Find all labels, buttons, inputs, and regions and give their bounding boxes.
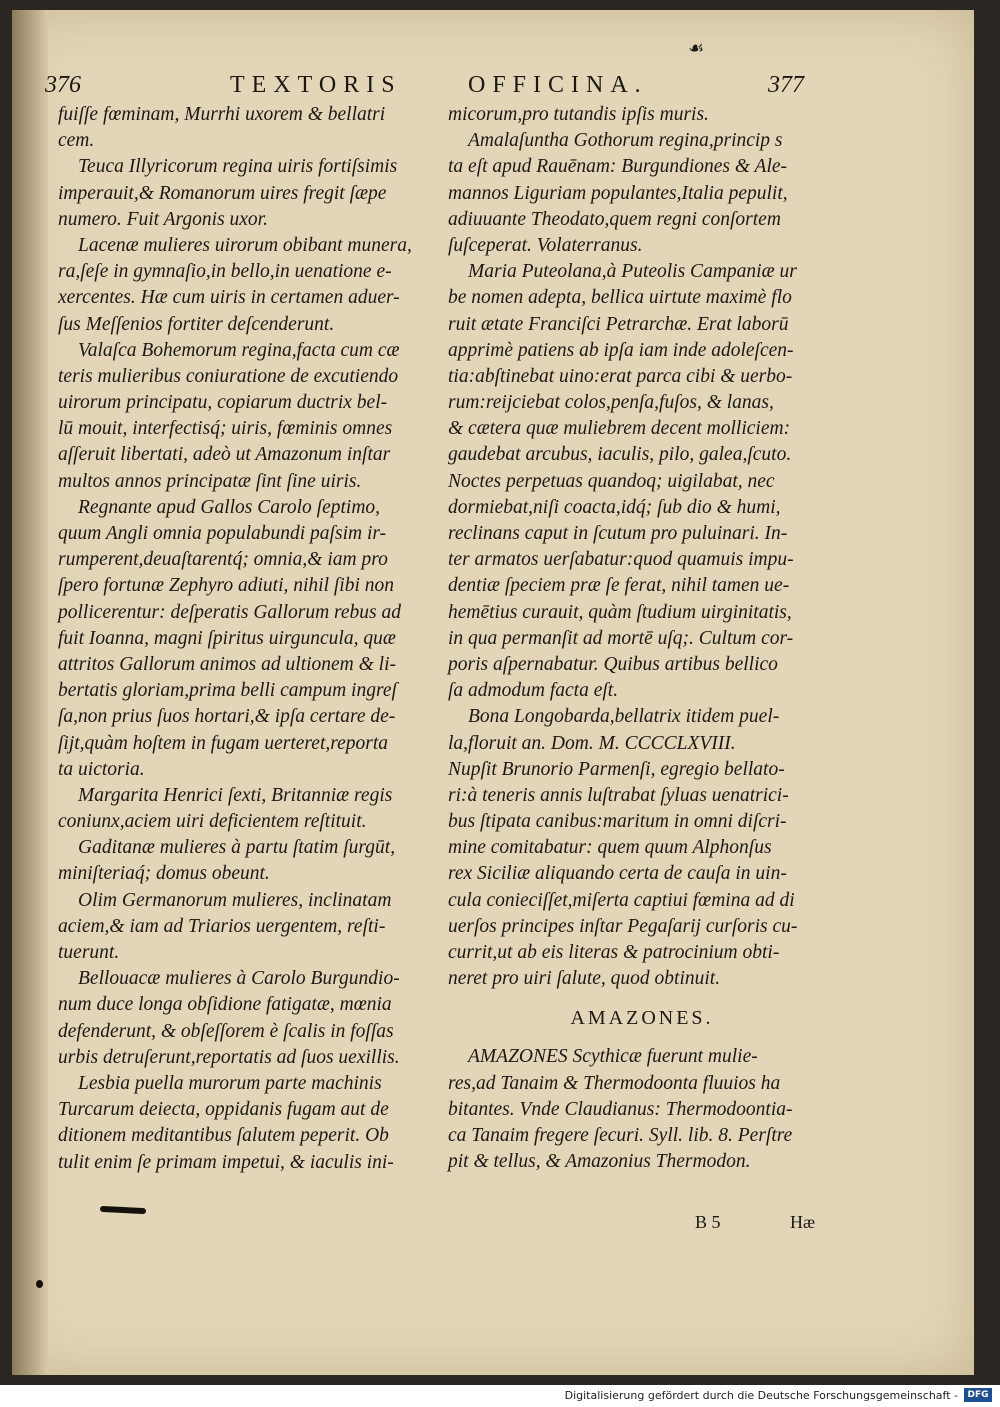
text-line: ſa admodum facta eſt. xyxy=(448,680,619,702)
text-line: Lesbia puella murorum parte machinis xyxy=(78,1072,382,1094)
text-line: la,floruit an. Dom. M. CCCCLXVIII. xyxy=(448,732,736,754)
text-line: dentiæ ſpeciem præ ſe ferat, nihil tamen ue- xyxy=(448,575,790,597)
text-line: cula conieciſſet,miſerta captiui fœmina ad di xyxy=(448,889,795,911)
text-line: ſa,non prius ſuos hortari,& ipſa certare de- xyxy=(58,706,396,728)
text-line: bus ſtipata canibus:maritum in omni diſcri- xyxy=(448,811,787,833)
text-line: coniunx,aciem uiri deficientem reſtituit. xyxy=(58,811,367,833)
page-number-right: 377 xyxy=(768,72,804,98)
text-line: ſus Meſſenios fortiter deſcenderunt. xyxy=(58,313,335,335)
right-text-column xyxy=(448,102,826,1175)
ink-dot-mark xyxy=(36,1280,43,1288)
running-head-right: OFFICINA. xyxy=(468,72,648,98)
text-line: Valaſca Bohemorum regina,facta cum cæ xyxy=(78,339,400,361)
text-line: Lacenæ mulieres uirorum obibant munera, xyxy=(78,234,412,256)
text-line: attritos Gallorum animos ad ultionem & li- xyxy=(58,653,397,675)
text-line: reclinans caput in ſcutum pro puluinari. In- xyxy=(448,523,788,544)
text-line: teris mulieribus coniuratione de excutiendo xyxy=(58,365,399,387)
text-line: aciem,& iam ad Triarios uergentem, reſti- xyxy=(58,915,386,937)
text-line: ſijt,quàm hoſtem in fugam uerteret,reporta xyxy=(58,732,389,754)
dfg-logo: DFG xyxy=(964,1388,992,1402)
text-line: defenderunt, & obſeſſorem è ſcalis in foſſas xyxy=(58,1020,394,1042)
text-line: ditionem meditantibus ſalutem peperit. Ob xyxy=(58,1125,389,1147)
fleuron-ornament-icon: ☙ xyxy=(688,38,705,59)
text-line: neret pro uiri ſalute, quod obtinuit. xyxy=(448,968,721,990)
text-line: fuiſſe fœminam, Murrhi uxorem & bellatri xyxy=(58,104,386,125)
text-line: rex Siciliæ aliquando certa de cauſa in uin- xyxy=(448,863,787,885)
text-line: poris aſpernabatur. Quibus artibus bellico xyxy=(448,653,778,675)
text-line: urbis detruſerunt,reportatis ad ſuos uexillis. xyxy=(58,1046,400,1068)
text-line: pollicerentur: deſperatis Gallorum rebus ad xyxy=(58,601,402,623)
text-line: multos annos principatæ ſint ſine uiris. xyxy=(58,470,362,492)
text-line: tulit enim ſe primam impetui, & iaculis ini- xyxy=(58,1151,394,1173)
right-column-top-text xyxy=(448,102,826,992)
text-line: in qua permanſit ad mortē uſq;. Cultum cor- xyxy=(448,627,794,649)
text-line: Teuca Illyricorum regina uiris fortiſsimis xyxy=(78,156,398,178)
text-line: quum Angli omnia populabundi paſsim ir- xyxy=(58,523,387,544)
text-line: uirorum principatu, copiarum ductrix bel- xyxy=(58,392,388,414)
funding-credit: Digitalisierung gefördert durch die Deutsche Forschungsgemeinschaft - xyxy=(564,1389,958,1402)
text-line: & cætera quæ muliebrem decent molliciem: xyxy=(448,418,791,440)
running-head-left: TEXTORIS xyxy=(230,72,402,98)
text-line: micorum,pro tutandis ipſis muris. xyxy=(448,104,709,125)
text-line: tia:abſtinebat uino:erat parca cibi & uerbo- xyxy=(448,365,793,387)
text-line: dormiebat,niſi coacta,idq́; ſub dio & humi, xyxy=(448,496,781,518)
text-line: bitantes. Vnde Claudianus: Thermodoontia- xyxy=(448,1098,793,1120)
page-number-left: 376 xyxy=(45,72,81,98)
text-line: mine comitabatur: quem quum Alphonſus xyxy=(448,837,772,859)
text-line: ta eſt apud Rauēnam: Burgundiones & Ale- xyxy=(448,156,788,178)
text-line: ſuſceperat. Volaterranus. xyxy=(448,234,643,256)
text-line: Bona Longobarda,bellatrix itidem puel- xyxy=(468,706,780,728)
text-line: cem. xyxy=(58,130,95,152)
text-line: hemētius curauit, quàm ſtudium uirginitatis, xyxy=(448,601,792,623)
text-line: uerſos principes inſtar Pegaſarij curſoris cu- xyxy=(448,915,798,937)
text-line: ri:à teneris annis luſtrabat ſyluas uenatrici- xyxy=(448,784,789,806)
left-text-column xyxy=(58,102,438,1176)
text-line: Amalaſuntha Gothorum regina,princip s xyxy=(468,130,783,152)
text-line: num duce longa obſidione fatigatæ, mœnia xyxy=(58,994,392,1016)
text-line: Margarita Henrici ſexti, Britanniæ regis xyxy=(78,784,393,806)
text-line: tuerunt. xyxy=(58,942,120,963)
text-line: adiuuante Theodato,quem regni conſortem xyxy=(448,208,781,230)
text-line: Maria Puteolana,à Puteolis Campaniæ ur xyxy=(468,261,797,283)
text-line: Noctes perpetuas quandoq; uigilabat, nec xyxy=(448,470,775,492)
text-line: ta uictoria. xyxy=(58,758,145,780)
page-gutter-shadow xyxy=(12,10,48,1375)
text-line: bertatis gloriam,prima belli campum ingreſ xyxy=(58,680,397,702)
text-line: aſſeruit libertati, adeò ut Amazonum inſtar xyxy=(58,444,391,466)
text-line: Regnante apud Gallos Carolo ſeptimo, xyxy=(78,496,381,518)
text-line: numero. Fuit Argonis uxor. xyxy=(58,208,268,230)
text-line: fuit Ioanna, magni ſpiritus uirguncula, quæ xyxy=(58,627,396,649)
text-line: ra,ſeſe in gymnaſio,in bello,in uenatione e- xyxy=(58,261,392,283)
text-line: pit & tellus, & Amazonius Thermodon. xyxy=(448,1151,751,1173)
text-line: ter armatos uerſabatur:quod quamuis impu- xyxy=(448,549,794,571)
text-line: Gaditanæ mulieres à partu ſtatim ſurgūt, xyxy=(78,837,396,859)
footer-bar xyxy=(0,1385,1000,1407)
text-line: ſpero fortunæ Zephyro adiuti, nihil ſibi non xyxy=(58,575,395,597)
text-line: Olim Germanorum mulieres, inclinatam xyxy=(78,889,392,911)
text-line: miniſteriaq́; domus obeunt. xyxy=(58,863,270,885)
right-column-bottom-text xyxy=(448,1044,826,1175)
text-line: mannos Liguriam populantes,Italia pepulit, xyxy=(448,182,788,204)
text-line: be nomen adepta, bellica uirtute maximè flo xyxy=(448,287,792,309)
text-line: xercentes. Hæ cum uiris in certamen aduer- xyxy=(58,287,400,309)
text-line: res,ad Tanaim & Thermodoonta fluuios ha xyxy=(448,1072,781,1094)
text-line: gaudebat arcubus, iaculis, pilo, galea,ſcuto. xyxy=(448,444,792,466)
text-line: Bellouacæ mulieres à Carolo Burgundio- xyxy=(78,968,400,990)
text-line: ruit ætate Franciſci Petrarchæ. Erat laborū xyxy=(448,313,789,335)
signature-mark: B 5 xyxy=(695,1212,721,1232)
text-line: AMAZONES Scythicæ fuerunt mulie- xyxy=(468,1046,758,1068)
text-line: Turcarum deiecta, oppidanis fugam aut de xyxy=(58,1099,389,1121)
section-heading-amazones: AMAZONES. xyxy=(570,1007,714,1030)
text-line: imperauit,& Romanorum uires fregit ſæpe xyxy=(58,182,387,204)
text-line: rum:reijciebat colos,penſa,fuſos, & lanas, xyxy=(448,392,774,414)
catchword: Hæ xyxy=(790,1212,816,1232)
text-line: ca Tanaim fregere ſecuri. Syll. lib. 8. Perſtre xyxy=(448,1124,793,1146)
text-line: lū mouit, interfectisq́; uiris, fœminis omnes xyxy=(58,418,393,440)
text-line: Nupſit Brunorio Parmenſi, egregio bellato- xyxy=(448,758,785,780)
text-line: rumperent,deuaſtarentq́; omnia,& iam pro xyxy=(58,549,388,571)
text-line: apprimè patiens ab ipſa iam inde adoleſcen- xyxy=(448,339,794,361)
text-line: currit,ut ab eis literas & patrocinium obti- xyxy=(448,942,780,963)
